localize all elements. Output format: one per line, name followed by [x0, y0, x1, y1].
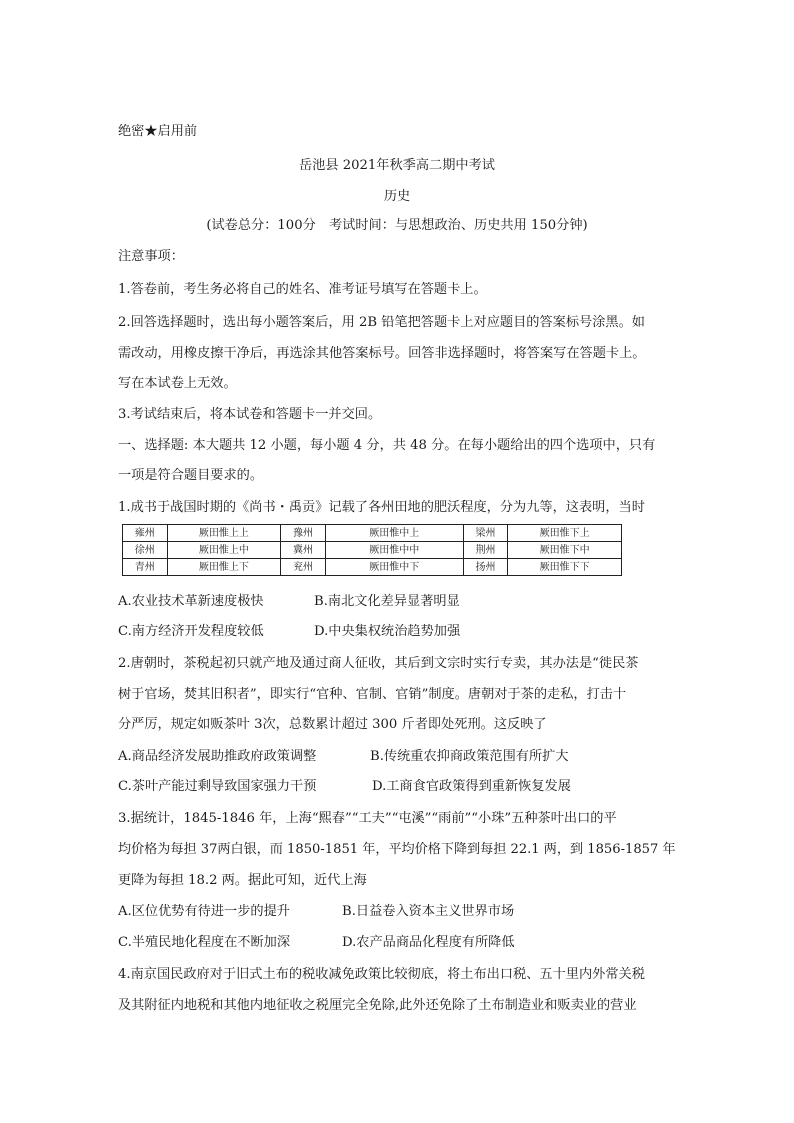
- q1-option-b: B.南北文化差异显著明显: [314, 594, 460, 609]
- q1-option-d: D.中央集权统治趋势加强: [314, 624, 461, 639]
- table-row: [123, 525, 622, 542]
- q3-option-d: D.农产品商品化程度有所降低: [342, 935, 515, 950]
- question-3-line-1: 3.据统计，1845-1846 年，上海“熙春”“工夫”“屯溪”“雨前”“小珠”五种茶叶出口的平: [118, 811, 617, 826]
- note-2-line-1: 2.回答选择题时，选出每小题答案后，用 2B 铅笔把答题卡上对应题目的答案标号涂黑。如: [118, 315, 645, 330]
- table-cell: 徐州: [123, 542, 168, 559]
- question-2-line-1: 2.唐朝时，茶税起初只就产地及通过商人征收，其后到文宗时实行专卖，其办法是“徙民茶: [118, 656, 639, 671]
- note-2-line-2: 需改动，用橡皮擦干净后，再选涂其他答案标号。回答非选择题时，将答案写在答题卡上。: [118, 346, 646, 361]
- table-cell: 厥田惟下上: [508, 525, 622, 542]
- table-cell: 厥田惟下下: [508, 559, 622, 576]
- question-2-line-2: 树于官场，焚其旧积者”，即实行“官种、官制、官销”制度。唐朝对于茶的走私，打击十: [118, 687, 627, 702]
- question-3-line-2: 均价格为每担 37两白银，而 1850-1851 年，平均价格下降到每担 22.1 两，到 1856-1857 年: [118, 842, 676, 857]
- table-row: [123, 542, 622, 559]
- note-3: 3.考试结束后，将本试卷和答题卡一并交回。: [118, 407, 382, 422]
- table-row: [123, 559, 622, 576]
- question-4-line-1: 4.南京国民政府对于旧式土布的税收减免政策比较彻底，将土布出口税、五十里内外常关税: [118, 967, 645, 982]
- field-fertility-table: [122, 524, 622, 576]
- table-cell: 青州: [123, 559, 168, 576]
- table-cell: 厥田惟中下: [325, 559, 463, 576]
- note-2-line-3: 写在本试卷上无效。: [118, 376, 237, 391]
- table-cell: 厥田惟下中: [508, 542, 622, 559]
- q2-option-b: B.传统重农抑商政策范围有所扩大: [370, 749, 569, 764]
- exam-title: 岳池县 2021年秋季高二期中考试: [298, 158, 495, 173]
- q3-option-a: A.区位优势有待进一步的提升: [118, 904, 290, 919]
- subject-title: 历史: [383, 189, 411, 204]
- q1-option-c: C.南方经济开发程度较低: [118, 624, 264, 639]
- question-3-line-3: 更降为每担 18.2 两。据此可知，近代上海: [118, 873, 367, 888]
- question-1-stem: 1.成书于战国时期的《尚书・禹贡》记载了各州田地的肥沃程度，分为九等，这表明，当时: [118, 500, 645, 515]
- table-cell: 厥田惟中上: [325, 525, 463, 542]
- q2-option-a: A.商品经济发展助推政府政策调整: [118, 749, 317, 764]
- section-1-intro-line-1: 一、选择题: 本大题共 12 小题，每小题 4 分，共 48 分。在每小题给出的四个选项中，只有: [118, 438, 656, 453]
- table-cell: 梁州: [463, 525, 508, 542]
- q2-option-c: C.茶叶产能过剩导致国家强力干预: [118, 779, 317, 794]
- q2-option-d: D.工商食官政策得到重新恢复发展: [372, 779, 571, 794]
- note-1: 1.答卷前，考生务必将自己的姓名、准考证号填写在答题卡上。: [118, 282, 487, 297]
- q3-option-c: C.半殖民地化程度在不断加深: [118, 935, 291, 950]
- confidential-label: 绝密★启用前: [118, 124, 198, 139]
- table-cell: 荆州: [463, 542, 508, 559]
- table-cell: 厥田惟上下: [167, 559, 281, 576]
- q3-option-b: B.日益卷入资本主义世界市场: [342, 904, 515, 919]
- table-cell: 厥田惟上上: [167, 525, 281, 542]
- table-cell: 冀州: [281, 542, 326, 559]
- table-cell: 厥田惟中中: [325, 542, 463, 559]
- notes-heading: 注意事项：: [118, 249, 184, 264]
- exam-info: (试卷总分：100分 考试时间：与思想政治、历史共用 150分钟): [206, 218, 588, 233]
- section-1-intro-line-2: 一项是符合题目要求的。: [118, 468, 264, 483]
- table-cell: 厥田惟上中: [167, 542, 281, 559]
- q1-option-a: A.农业技术革新速度极快: [118, 594, 264, 609]
- question-2-line-3: 分严厉，规定如贩茶叶 3次，总数累计超过 300 斤者即处死刑。这反映了: [118, 717, 547, 732]
- question-4-line-2: 及其附征内地税和其他内地征收之税厘完全免除,此外还免除了土布制造业和贩卖业的营业: [118, 998, 637, 1013]
- table-cell: 扬州: [463, 559, 508, 576]
- table-cell: 豫州: [281, 525, 326, 542]
- table-cell: 雍州: [123, 525, 168, 542]
- table-cell: 兖州: [281, 559, 326, 576]
